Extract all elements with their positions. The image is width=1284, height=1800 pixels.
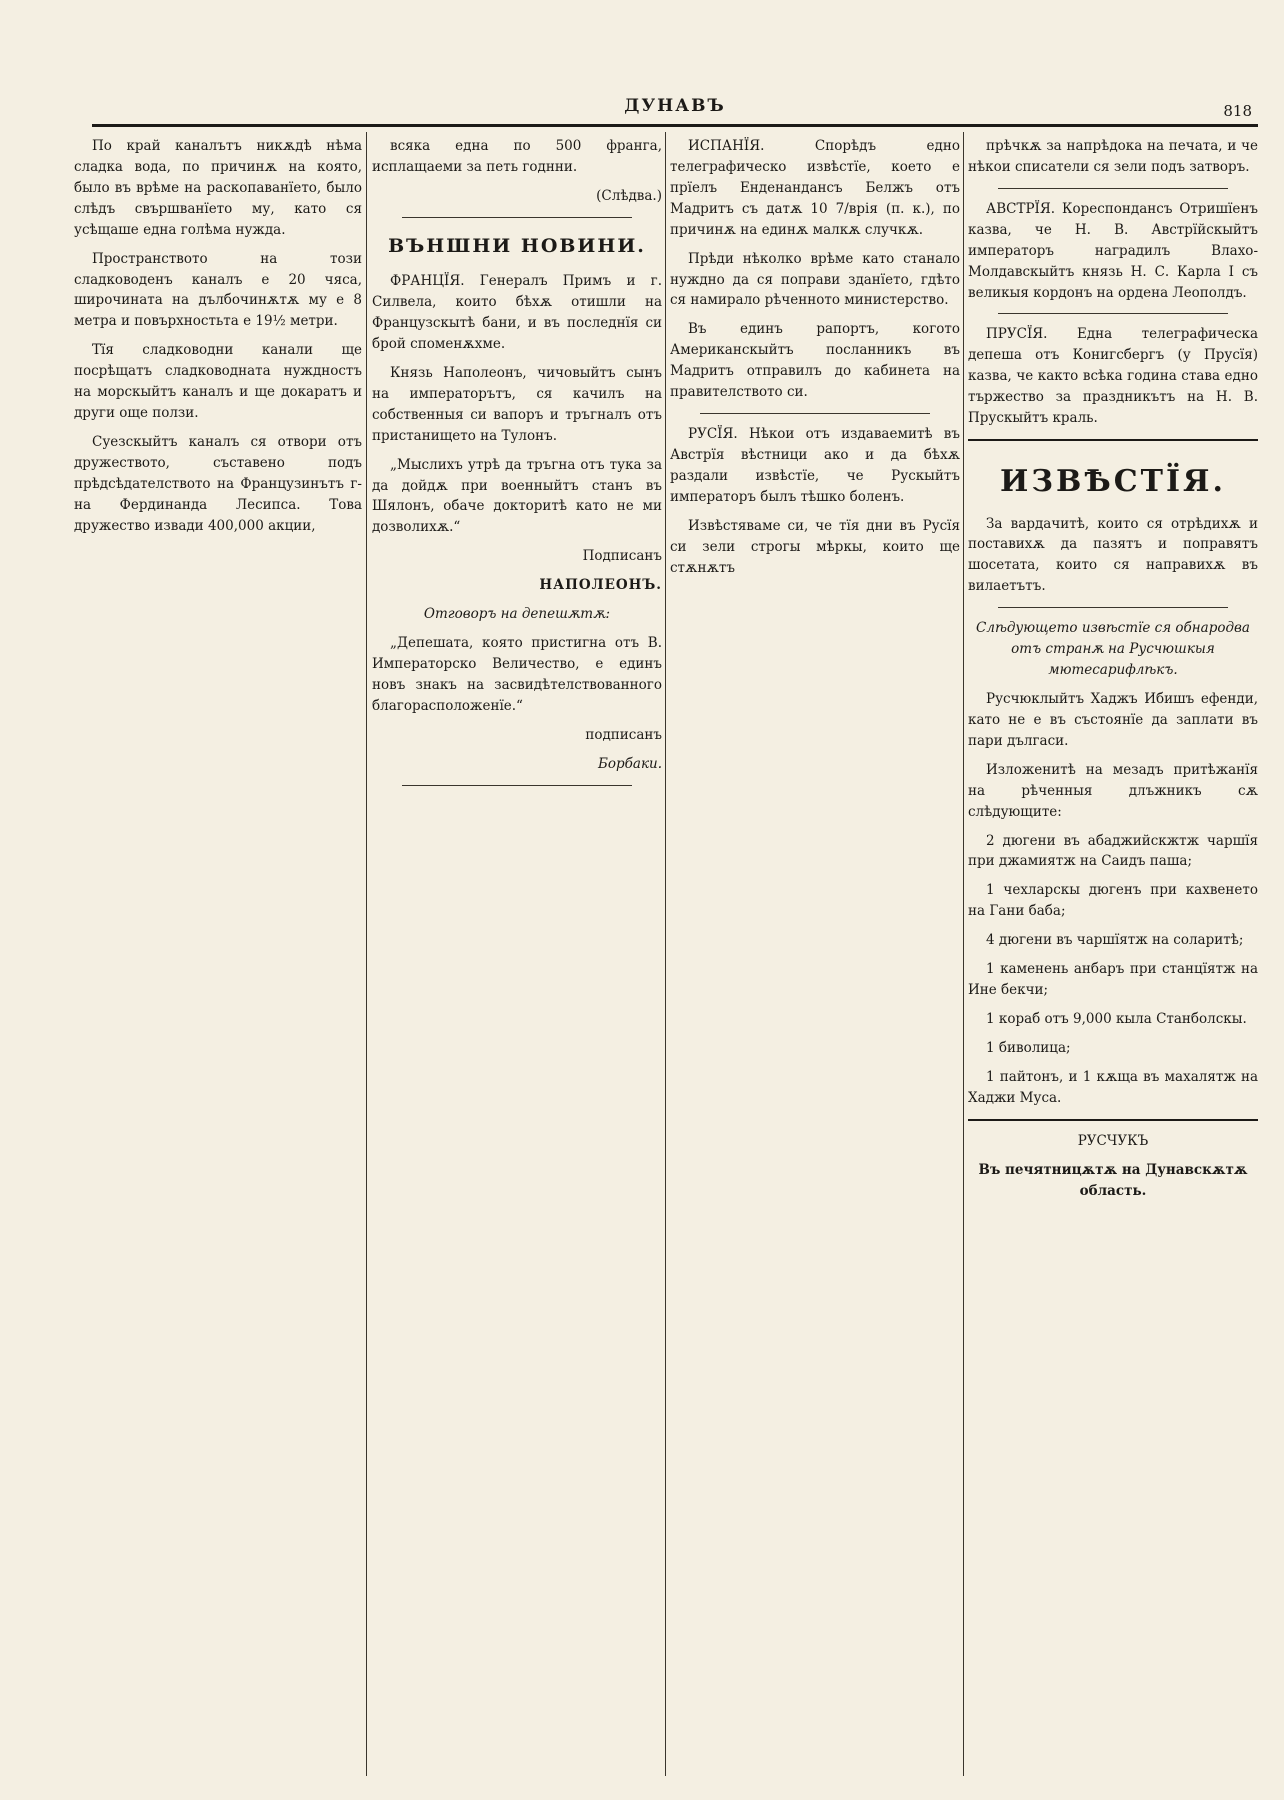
signature-label: подписанъ	[585, 726, 662, 743]
list-item: 1 каменень анбаръ при станцїятж на Ине бекчи;	[968, 961, 1258, 999]
paragraph: ПРУСЇЯ. Една телеграфическа депеша отъ Конигсбергъ (у Прусїя) казва, че както всѣка година става едно тържество за праздникътъ на Н. В. Прускыйтъ краль.	[968, 326, 1258, 427]
newspaper-title: ДУНАВЪ	[624, 96, 726, 116]
paragraph: прѣчкѫ за напрѣдока на печата, и че нѣкои списатели ся зели подъ затворъ.	[968, 138, 1258, 175]
column-2	[372, 136, 662, 1780]
paragraph: Князь Наполеонъ, чичовыйтъ сынъ на императорътъ, ся качилъ на собственныя си вапоръ и тръгналъ отъ пристанището на Тулонъ.	[372, 364, 662, 444]
column-divider	[665, 132, 666, 1776]
list-item: 1 кораб отъ 9,000 кыла Станболскы.	[986, 1011, 1247, 1027]
masthead	[92, 96, 1258, 126]
notice-heading: Слѣдующето извѣстїе ся обнародва отъ странѫ на Русчюшкыя мютесарифлѣкъ.	[976, 620, 1250, 679]
paragraph: Прѣди нѣколко врѣме като станало нуждно да ся поправи зданїето, гдѣто ся намирало рѣченното министерство.	[670, 250, 960, 309]
quote-paragraph: „Депешата, която пристигна отъ В. Императорско Величество, е единъ новъ знакъ на засвидѣтелствованного благорасположенїе.“	[372, 635, 662, 714]
paragraph: РУСЇЯ. Нѣкои отъ издаваемитѣ въ Австрїя вѣстници ако и да бѣхѫ раздали извѣстїе, че Рускыйтъ императоръ былъ тѣшко боленъ.	[670, 426, 960, 505]
section-divider	[700, 413, 930, 414]
column-1	[74, 136, 362, 1780]
signature-name: Борбаки.	[597, 755, 662, 772]
page-number: 818	[1223, 102, 1252, 120]
section-heading-foreign-news: ВЪНШНИ НОВИНИ.	[388, 234, 646, 257]
reply-heading: Отговоръ на депешѫтѫ:	[423, 606, 611, 623]
quote-paragraph: „Мыслихъ утрѣ да тръгна отъ тука за да дойдѫ при военныйтъ станъ въ Шялонъ, обаче докторитѣ като не ми дозволихѫ.“	[372, 456, 662, 536]
paragraph: ФРАНЦЇЯ. Генералъ Примъ и г. Силвела, които бѣхѫ отишли на Французскытѣ бани, и въ последнїя си брой споменѫхме.	[372, 273, 662, 352]
paragraph: Изложенитѣ на мезадъ притѣжанїя на рѣченныя длъжникъ сѫ слѣдующите:	[968, 761, 1258, 820]
footer-city: РУСЧУКЪ	[1077, 1132, 1149, 1149]
column-4	[968, 136, 1258, 1780]
footer-rule	[968, 1119, 1258, 1121]
paragraph: По край каналътъ никѫдѣ нѣма сладка вода, по причинѫ на която, было въ врѣме на раскопаванїето, было слѣдъ свършванїето му, като ся усѣщаше една голѣма нужда.	[74, 138, 362, 238]
section-divider	[402, 785, 632, 786]
column-divider	[963, 132, 964, 1776]
paragraph: АВСТРЇЯ. Кореспондансъ Отришїенъ казва, че Н. В. Австрїйскыйтъ императоръ наградилъ Влахо-Молдавскыйтъ князь Н. С. Карла I съ великыя кордонъ на ордена Леополдъ.	[968, 200, 1258, 301]
section-divider	[998, 607, 1228, 608]
paragraph: Въ единъ рапортъ, когото Американскыйтъ посланникъ въ Мадритъ отправилъ до кабинета на правителството си.	[670, 321, 960, 401]
section-heading-notices: ИЗВѢСТЇЯ.	[1000, 464, 1226, 500]
paragraph: Извѣстяваме си, че тїя дни въ Русїя си зели строгы мѣркы, които ще стѫнѫтъ	[670, 517, 960, 576]
list-item: 4 дюгени въ чаршїятж на соларитѣ;	[986, 932, 1244, 949]
paragraph: Тїя сладководни канали ще посрѣщатъ сладководната нуждностъ на морскыйтъ каналъ и ще докаратъ и други още ползи.	[74, 342, 362, 422]
list-item: 1 биволица;	[986, 1039, 1071, 1056]
section-divider	[968, 439, 1258, 441]
paragraph: За вардачитѣ, които ся отрѣдихѫ и поставихѫ да пазятъ и поправятъ шосетата, които ся направихѫ въ вилаетътъ.	[968, 515, 1258, 595]
signature-name: НАПОЛЕОНЪ.	[539, 577, 662, 594]
section-divider	[998, 313, 1228, 314]
list-item: 1 пайтонъ, и 1 кѫща въ махалятж на Хаджи Муса.	[968, 1068, 1258, 1106]
masthead-rule	[92, 124, 1258, 127]
section-divider	[402, 217, 632, 218]
list-item: 2 дюгени въ абаджийскжтж чаршїя при джамиятж на Саидъ паша;	[968, 832, 1258, 870]
property-list	[968, 831, 1258, 1109]
paragraph: всяка една по 500 франга, исплащаеми за петь годнни.	[372, 138, 662, 175]
footer-printer: Въ печятницѫтѫ на Дунавскѫтѫ область.	[978, 1161, 1248, 1199]
column-3	[670, 136, 960, 1780]
column-divider	[366, 132, 367, 1776]
paragraph: Пространството на този сладководенъ каналъ е 20 чяса, широчината на дълбочинѫтѫ му е 8 метра и повърхностьта е 19½ метри.	[74, 250, 362, 330]
paragraph: Суезскыйтъ каналъ ся отвори отъ дружеството, съставено подъ прѣдсѣдателството на Французинътъ г-на Фердинанда Лесипса. Това дружество извади 400,000 акции,	[74, 433, 362, 534]
list-item: 1 чехларскы дюгенъ при кахвенето на Гани баба;	[968, 882, 1258, 920]
paragraph: Русчюклыйтъ Хаджъ Ибишъ ефенди, като не е въ състоянїе да заплати въ пари дългаси.	[968, 691, 1258, 749]
continued-note: (Слѣдва.)	[596, 187, 662, 204]
section-divider	[998, 188, 1228, 189]
signature-label: Подписанъ	[582, 548, 662, 565]
paragraph: ИСПАНЇЯ. Спорѣдъ едно телеграфическо извѣстїе, което е прїелъ Енденандансъ Белжъ отъ Мадритъ съ датѫ 10 7/врія (п. к.), по причинѫ на единѫ малкѫ случкѫ.	[670, 138, 960, 238]
